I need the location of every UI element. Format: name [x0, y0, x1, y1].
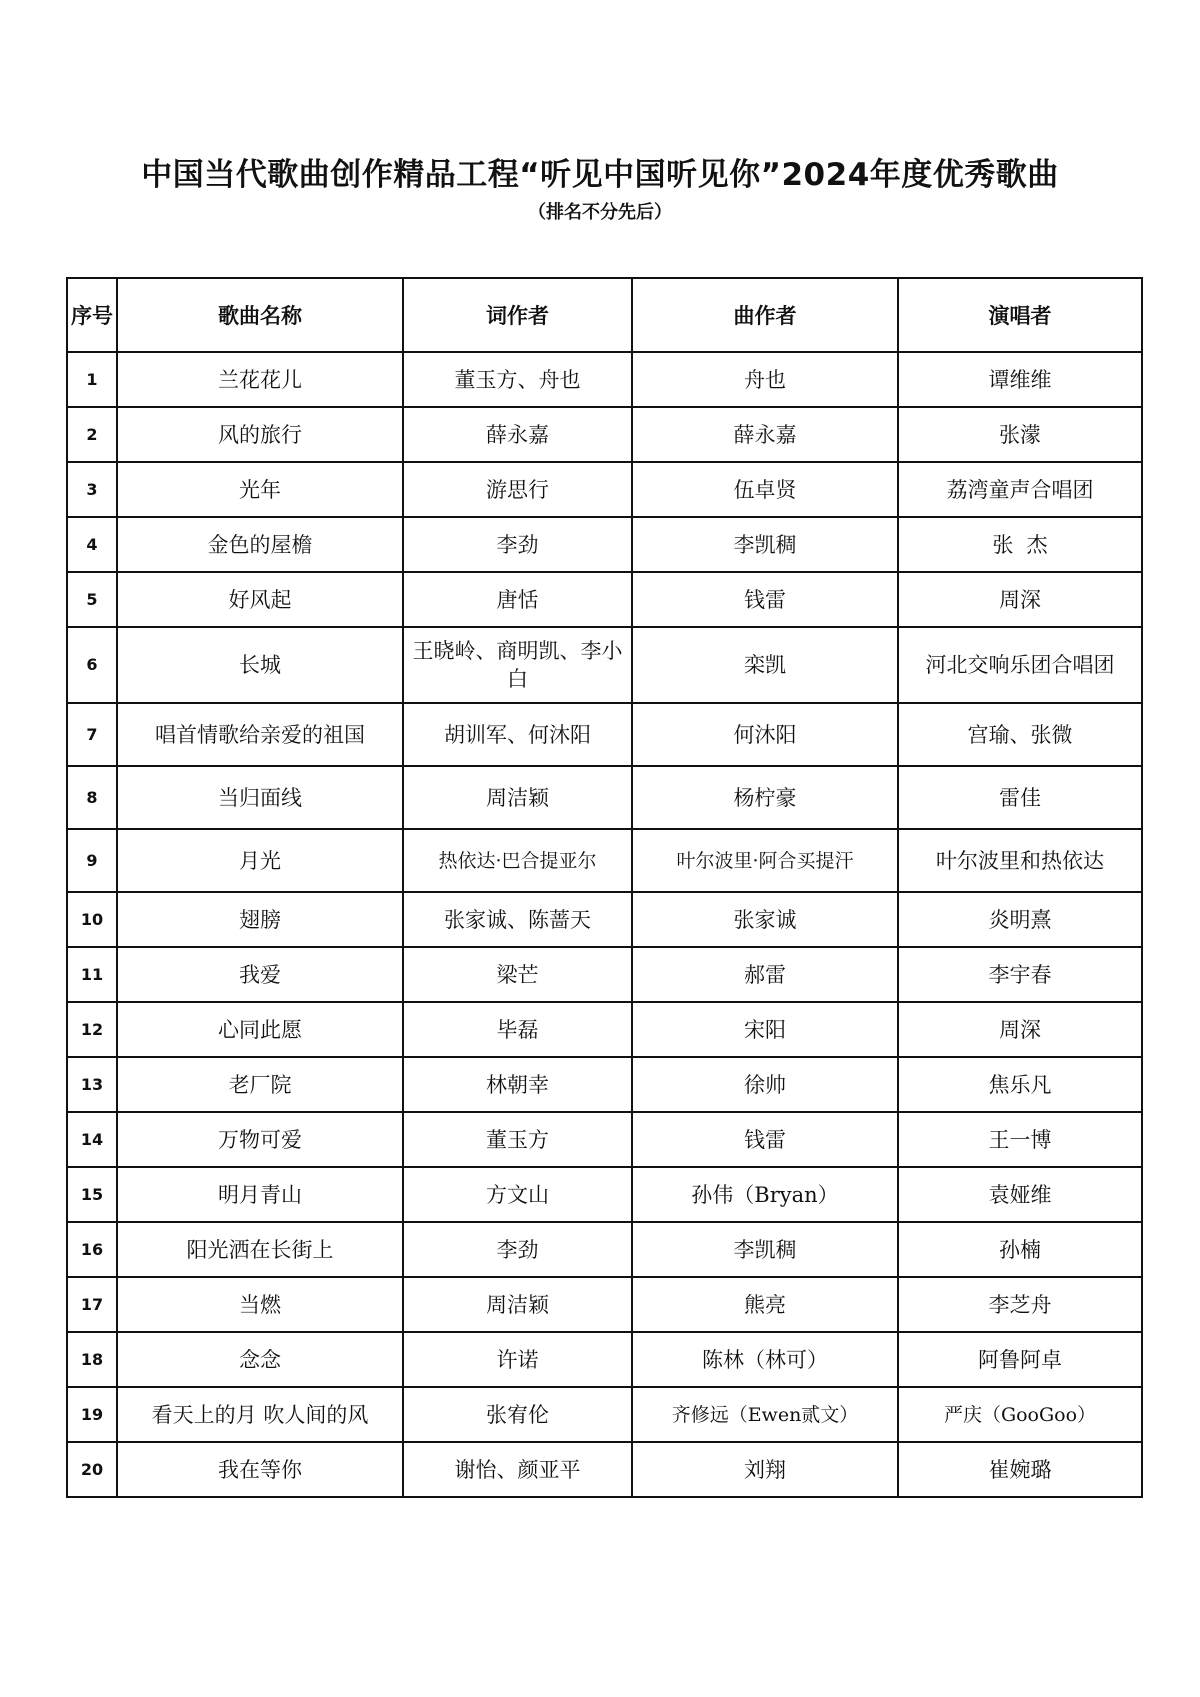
row-index: 9: [67, 829, 117, 892]
row-lyricist: 李劲: [403, 1222, 632, 1277]
row-lyricist: 李劲: [403, 517, 632, 572]
row-index: 20: [67, 1442, 117, 1497]
row-composer: 伍卓贤: [632, 462, 898, 517]
row-song: 好风起: [117, 572, 403, 627]
row-index: 10: [67, 892, 117, 947]
row-performer: 宫瑜、张微: [898, 703, 1142, 766]
row-lyricist: 胡训军、何沐阳: [403, 703, 632, 766]
row-song: 念念: [117, 1332, 403, 1387]
row-song: 阳光洒在长街上: [117, 1222, 403, 1277]
row-song: 我爱: [117, 947, 403, 1002]
row-composer: 叶尔波里·阿合买提汗: [632, 829, 898, 892]
table-row: [67, 947, 1142, 1002]
row-index: 17: [67, 1277, 117, 1332]
row-lyricist: 林朝幸: [403, 1057, 632, 1112]
row-performer: 孙楠: [898, 1222, 1142, 1277]
row-index: 6: [67, 627, 117, 703]
row-composer: 熊亮: [632, 1277, 898, 1332]
row-song: 万物可爱: [117, 1112, 403, 1167]
row-song: 心同此愿: [117, 1002, 403, 1057]
page-subtitle: （排名不分先后）: [528, 202, 672, 223]
header-lyricist: 词作者: [403, 278, 632, 352]
row-performer: 崔婉璐: [898, 1442, 1142, 1497]
header-song: 歌曲名称: [117, 278, 403, 352]
row-lyricist: 张家诚、陈蔷天: [403, 892, 632, 947]
row-lyricist: 方文山: [403, 1167, 632, 1222]
row-index: 18: [67, 1332, 117, 1387]
row-song: 我在等你: [117, 1442, 403, 1497]
row-performer: 叶尔波里和热依达: [898, 829, 1142, 892]
row-performer: 王一博: [898, 1112, 1142, 1167]
header-index: 序号: [67, 278, 117, 352]
row-index: 12: [67, 1002, 117, 1057]
row-composer: 齐修远（Ewen贰文）: [632, 1387, 898, 1442]
row-index: 14: [67, 1112, 117, 1167]
row-index: 13: [67, 1057, 117, 1112]
table-row: [67, 1002, 1142, 1057]
header-performer: 演唱者: [898, 278, 1142, 352]
row-song: 光年: [117, 462, 403, 517]
row-index: 5: [67, 572, 117, 627]
row-song: 明月青山: [117, 1167, 403, 1222]
row-song: 翅膀: [117, 892, 403, 947]
row-index: 15: [67, 1167, 117, 1222]
row-song: 老厂院: [117, 1057, 403, 1112]
table-row: [67, 352, 1142, 407]
row-performer: 袁娅维: [898, 1167, 1142, 1222]
row-composer: 钱雷: [632, 572, 898, 627]
row-performer: 李宇春: [898, 947, 1142, 1002]
row-performer: 严庆（GooGoo）: [898, 1387, 1142, 1442]
row-performer: 周深: [898, 1002, 1142, 1057]
row-composer: 陈林（林可）: [632, 1332, 898, 1387]
row-performer: 焦乐凡: [898, 1057, 1142, 1112]
row-lyricist: 薛永嘉: [403, 407, 632, 462]
row-lyricist: 许诺: [403, 1332, 632, 1387]
row-performer: 谭维维: [898, 352, 1142, 407]
row-composer: 李凯稠: [632, 517, 898, 572]
row-performer: 荔湾童声合唱团: [898, 462, 1142, 517]
row-composer: 徐帅: [632, 1057, 898, 1112]
table-row: [67, 703, 1142, 766]
row-lyricist: 董玉方、舟也: [403, 352, 632, 407]
table-row: [67, 407, 1142, 462]
row-index: 11: [67, 947, 117, 1002]
row-index: 8: [67, 766, 117, 829]
row-lyricist: 热依达·巴合提亚尔: [403, 829, 632, 892]
row-lyricist: 唐恬: [403, 572, 632, 627]
table-row: [67, 627, 1142, 703]
row-index: 7: [67, 703, 117, 766]
table-row: [67, 766, 1142, 829]
row-index: 1: [67, 352, 117, 407]
row-lyricist: 王晓岭、商明凯、李小白: [403, 627, 632, 703]
row-lyricist: 周洁颖: [403, 766, 632, 829]
row-song: 长城: [117, 627, 403, 703]
header-composer: 曲作者: [632, 278, 898, 352]
row-composer: 郝雷: [632, 947, 898, 1002]
table-row: [67, 572, 1142, 627]
table-row: [67, 1167, 1142, 1222]
row-performer: 李芝舟: [898, 1277, 1142, 1332]
song-table: [66, 277, 1143, 1498]
row-lyricist: 谢怡、颜亚平: [403, 1442, 632, 1497]
row-performer: 河北交响乐团合唱团: [898, 627, 1142, 703]
row-index: 3: [67, 462, 117, 517]
row-composer: 李凯稠: [632, 1222, 898, 1277]
row-lyricist: 周洁颖: [403, 1277, 632, 1332]
table-row: [67, 1277, 1142, 1332]
table-row: [67, 1222, 1142, 1277]
row-index: 2: [67, 407, 117, 462]
row-lyricist: 毕磊: [403, 1002, 632, 1057]
row-song: 唱首情歌给亲爱的祖国: [117, 703, 403, 766]
row-index: 4: [67, 517, 117, 572]
row-song: 金色的屋檐: [117, 517, 403, 572]
row-composer: 舟也: [632, 352, 898, 407]
row-composer: 张家诚: [632, 892, 898, 947]
row-composer: 薛永嘉: [632, 407, 898, 462]
row-composer: 何沐阳: [632, 703, 898, 766]
row-index: 19: [67, 1387, 117, 1442]
row-lyricist: 梁芒: [403, 947, 632, 1002]
table-row: [67, 517, 1142, 572]
table-row: [67, 1057, 1142, 1112]
row-performer: 张濛: [898, 407, 1142, 462]
row-performer: 张 杰: [898, 517, 1142, 572]
row-index: 16: [67, 1222, 117, 1277]
table-row: [67, 1112, 1142, 1167]
row-composer: 宋阳: [632, 1002, 898, 1057]
row-performer: 炎明熹: [898, 892, 1142, 947]
table-row: [67, 1387, 1142, 1442]
table-header-row: [67, 278, 1142, 352]
row-composer: 孙伟（Bryan）: [632, 1167, 898, 1222]
row-song: 月光: [117, 829, 403, 892]
table-row: [67, 1442, 1142, 1497]
row-composer: 杨柠豪: [632, 766, 898, 829]
page-title: 中国当代歌曲创作精品工程“听见中国听见你”2024年度优秀歌曲: [141, 157, 1059, 193]
table-row: [67, 892, 1142, 947]
table-row: [67, 462, 1142, 517]
table-row: [67, 1332, 1142, 1387]
row-performer: 周深: [898, 572, 1142, 627]
table-row: [67, 829, 1142, 892]
row-song: 当归面线: [117, 766, 403, 829]
row-lyricist: 游思行: [403, 462, 632, 517]
row-song: 风的旅行: [117, 407, 403, 462]
row-song: 看天上的月 吹人间的风: [117, 1387, 403, 1442]
row-composer: 栾凯: [632, 627, 898, 703]
row-lyricist: 张宥伦: [403, 1387, 632, 1442]
row-performer: 阿鲁阿卓: [898, 1332, 1142, 1387]
row-song: 兰花花儿: [117, 352, 403, 407]
row-song: 当燃: [117, 1277, 403, 1332]
row-lyricist: 董玉方: [403, 1112, 632, 1167]
row-performer: 雷佳: [898, 766, 1142, 829]
row-composer: 钱雷: [632, 1112, 898, 1167]
row-composer: 刘翔: [632, 1442, 898, 1497]
